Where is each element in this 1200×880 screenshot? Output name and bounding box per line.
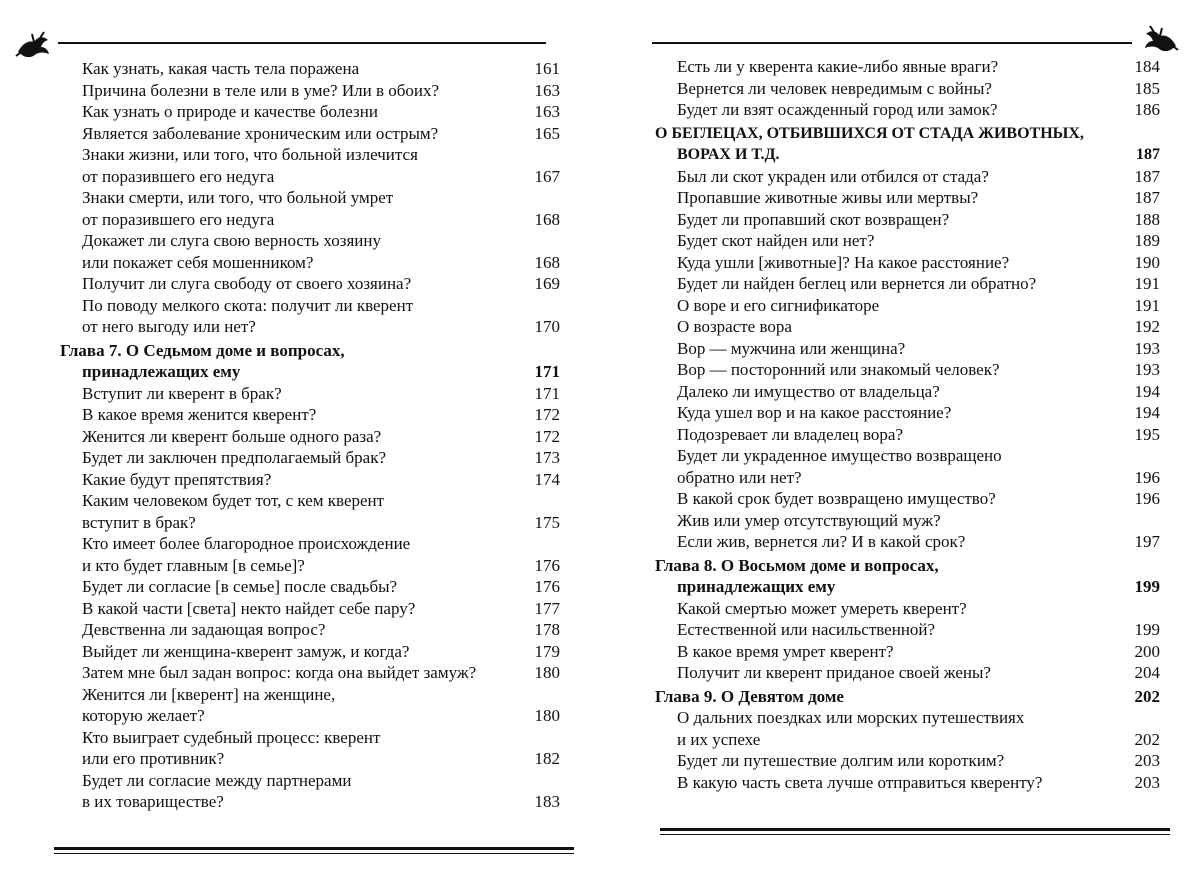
- toc-entry-title-line: Какие будут препятствия?: [82, 469, 272, 489]
- toc-entry-title-line: Будет ли пропавший скот возвращен?: [677, 209, 950, 229]
- toc-entry-title-line: Получит ли кверент приданое своей жены?: [677, 663, 991, 682]
- toc-page-number: 187: [1136, 146, 1160, 163]
- toc-entry-title-line: Будет ли заключен предполагаемый брак?: [82, 448, 387, 467]
- toc-page-number: 204: [1134, 663, 1160, 682]
- toc-entry-title-line: от поразившего его недуга: [82, 166, 275, 186]
- bottom-rule: [660, 828, 1170, 831]
- toc-page-number: 191: [1134, 274, 1160, 293]
- toc-entry: [655, 402, 1160, 424]
- table-of-contents-left: [60, 58, 560, 813]
- toc-page-number: 190: [1134, 252, 1160, 272]
- toc-entry: [60, 58, 560, 80]
- toc-page-number: 193: [1134, 360, 1160, 379]
- toc-entry: [60, 662, 560, 684]
- toc-entry-title-line: Является заболевание хроническим или острым?: [82, 123, 439, 143]
- toc-entry-title-line: Кто имеет более благородное происхождение: [82, 534, 411, 553]
- toc-entry-title-line: Вступит ли кверент в брак?: [82, 383, 282, 403]
- toc-entry-title-line: Будет скот найден или нет?: [677, 231, 875, 250]
- toc-entry: [655, 56, 1160, 78]
- toc-page-number: 193: [1134, 338, 1160, 358]
- toc-entry: [60, 447, 560, 469]
- toc-entry-title-line: Глава 9. О Девятом доме: [655, 686, 844, 706]
- toc-entry: [60, 598, 560, 620]
- toc-page-number: 172: [534, 426, 560, 446]
- toc-entry-title-line: Куда ушел вор и на какое расстояние?: [677, 403, 952, 422]
- toc-page-number: 197: [1134, 532, 1160, 551]
- toc-entry-title-line: Каким человеком будет тот, с кем кверент: [82, 491, 385, 510]
- toc-entry-title-line: О воре и его сигнификаторе: [677, 295, 880, 315]
- toc-entry-title-line: О возрасте вора: [677, 317, 792, 336]
- ornament-icon: [14, 30, 54, 64]
- toc-entry-title-line: Кто выиграет судебный процесс: кверент: [82, 727, 381, 747]
- toc-entry: [60, 533, 560, 576]
- toc-chapter-entry: [655, 555, 1160, 598]
- toc-page-number: 194: [1134, 381, 1160, 401]
- toc-entry-title-line: Вернется ли человек невредимым с войны?: [677, 78, 992, 98]
- toc-page-number: 199: [1134, 620, 1160, 639]
- toc-entry: [655, 598, 1160, 641]
- toc-page-number: 202: [1134, 686, 1160, 706]
- toc-entry-title-line: Был ли скот украден или отбился от стада?: [677, 166, 989, 186]
- top-rule: [58, 42, 546, 44]
- toc-entry: [655, 99, 1160, 121]
- toc-entry-title-line: Будет ли украденное имущество возвращено: [677, 446, 1002, 465]
- toc-page-number: 167: [534, 166, 560, 186]
- toc-entry-title-line: от поразившего его недуга: [82, 209, 275, 229]
- toc-chapter-entry: [655, 686, 1160, 708]
- toc-entry-title-line: которую желает?: [82, 706, 205, 725]
- toc-entry: [60, 187, 560, 230]
- toc-entry-title-line: Затем мне был задан вопрос: когда она выйдет замуж?: [82, 663, 477, 682]
- toc-page-number: 195: [1134, 424, 1160, 444]
- toc-entry: [60, 80, 560, 102]
- toc-page-number: 177: [534, 598, 560, 618]
- toc-entry-title-line: Будет ли найден беглец или вернется ли обратно?: [677, 274, 1037, 293]
- toc-page-number: 203: [1134, 772, 1160, 792]
- toc-page-number: 169: [534, 274, 560, 293]
- toc-entry-title-line: Если жив, вернется ли? И в какой срок?: [677, 532, 966, 551]
- toc-entry-title-line: Получит ли слуга свободу от своего хозяина?: [82, 274, 412, 293]
- toc-entry-title-line: О дальних поездках или морских путешествиях: [677, 708, 1025, 727]
- toc-entry: [60, 383, 560, 405]
- toc-entry: [60, 469, 560, 491]
- toc-entry: [60, 273, 560, 295]
- toc-entry: [60, 230, 560, 273]
- toc-entry: [655, 510, 1160, 553]
- toc-entry: [655, 295, 1160, 317]
- toc-entry-title-line: вступит в брак?: [82, 512, 196, 532]
- toc-entry: [655, 772, 1160, 794]
- toc-entry: [655, 445, 1160, 488]
- toc-entry-title-line: Подозревает ли владелец вора?: [677, 424, 904, 444]
- toc-entry: [655, 488, 1160, 510]
- bottom-rule: [54, 847, 574, 850]
- toc-entry-title-line: Как узнать о природе и качестве болезни: [82, 102, 378, 121]
- toc-entry: [60, 123, 560, 145]
- toc-page-number: 168: [534, 209, 560, 229]
- toc-entry-title-line: Естественной или насильственной?: [677, 620, 936, 639]
- toc-entry-title-line: Женится ли [кверент] на женщине,: [82, 684, 336, 704]
- toc-entry-title-line: принадлежащих ему: [677, 577, 836, 596]
- toc-entry-title-line: Докажет ли слуга свою верность хозяину: [82, 231, 381, 250]
- toc-page-number: 196: [1134, 489, 1160, 508]
- toc-entry-title-line: Знаки смерти, или того, что больной умрет: [82, 188, 394, 207]
- toc-entry: [60, 576, 560, 598]
- toc-entry: [655, 230, 1160, 252]
- table-of-contents-right: [655, 56, 1160, 793]
- toc-entry-title-line: Причина болезни в теле или в уме? Или в обоих?: [82, 80, 440, 100]
- toc-page-number: 174: [534, 469, 560, 489]
- toc-entry: [60, 295, 560, 338]
- toc-entry-title-line: Куда ушли [животные]? На какое расстояние?: [677, 252, 1010, 272]
- toc-page-number: 179: [534, 641, 560, 661]
- toc-entry-title-line: и их успехе: [677, 729, 761, 749]
- toc-page-number: 172: [534, 405, 560, 424]
- toc-page-number: 200: [1134, 641, 1160, 661]
- toc-entry-title-line: Знаки жизни, или того, что больной излечится: [82, 145, 418, 164]
- toc-entry-title-line: в их товариществе?: [82, 792, 224, 811]
- toc-entry-title-line: Девственна ли задающая вопрос?: [82, 620, 326, 639]
- toc-entry: [655, 641, 1160, 663]
- toc-page-number: 171: [534, 362, 560, 381]
- toc-entry-title-line: Будет ли путешествие долгим или коротким?: [677, 751, 1005, 770]
- toc-entry: [655, 359, 1160, 381]
- toc-page-number: 196: [1134, 467, 1160, 487]
- toc-entry-title-line: Будет ли согласие [в семье] после свадьбы?: [82, 577, 398, 596]
- toc-page-number: 183: [534, 792, 560, 811]
- toc-entry-title-line: ВОРАХ И Т.Д.: [677, 146, 780, 163]
- toc-page-number: 180: [534, 663, 560, 682]
- toc-entry: [60, 101, 560, 123]
- toc-page-number: 175: [534, 512, 560, 532]
- toc-page-number: 192: [1134, 317, 1160, 336]
- ornament-icon: [1140, 24, 1180, 58]
- toc-page-number: 191: [1134, 295, 1160, 315]
- bottom-rule-thin: [54, 853, 574, 854]
- right-page: [600, 0, 1200, 880]
- toc-entry-title-line: Глава 8. О Восьмом доме и вопросах,: [655, 555, 939, 575]
- toc-entry: [655, 187, 1160, 209]
- toc-page-number: 188: [1134, 209, 1160, 229]
- toc-page-number: 161: [534, 59, 560, 78]
- toc-entry: [655, 750, 1160, 772]
- toc-page-number: 180: [534, 706, 560, 725]
- toc-entry-title-line: или покажет себя мошенником?: [82, 252, 314, 272]
- toc-entry-title-line: Будет ли взят осажденный город или замок?: [677, 100, 998, 119]
- toc-entry-title-line: В какой срок будет возвращено имущество?: [677, 489, 996, 508]
- toc-section-heading: [655, 123, 1160, 166]
- toc-entry-title-line: Как узнать, какая часть тела поражена: [82, 59, 360, 78]
- toc-page-number: 186: [1134, 100, 1160, 119]
- toc-entry-title-line: Будет ли согласие между партнерами: [82, 770, 352, 790]
- toc-entry: [60, 727, 560, 770]
- toc-entry: [60, 770, 560, 813]
- toc-entry-title-line: от него выгоду или нет?: [82, 317, 256, 336]
- toc-entry-title-line: Пропавшие животные живы или мертвы?: [677, 188, 979, 207]
- toc-entry: [655, 166, 1160, 188]
- toc-page-number: 184: [1134, 57, 1160, 76]
- toc-entry-title-line: В какую часть света лучше отправиться кверенту?: [677, 772, 1043, 792]
- toc-entry-title-line: Выйдет ли женщина-кверент замуж, и когда?: [82, 641, 410, 661]
- toc-entry: [655, 424, 1160, 446]
- toc-entry-title-line: принадлежащих ему: [82, 362, 241, 381]
- toc-entry-title-line: Жив или умер отсутствующий муж?: [677, 510, 941, 530]
- toc-entry: [655, 78, 1160, 100]
- toc-entry-title-line: В какое время умрет кверент?: [677, 641, 894, 661]
- toc-entry: [60, 490, 560, 533]
- toc-entry: [655, 252, 1160, 274]
- toc-entry: [60, 144, 560, 187]
- toc-entry-title-line: По поводу мелкого скота: получит ли кверент: [82, 295, 414, 315]
- toc-entry-title-line: Вор — мужчина или женщина?: [677, 338, 906, 358]
- toc-entry: [655, 662, 1160, 684]
- toc-page-number: 199: [1134, 577, 1160, 596]
- toc-page-number: 163: [534, 80, 560, 100]
- toc-entry: [655, 381, 1160, 403]
- toc-page-number: 176: [534, 555, 560, 575]
- toc-entry: [655, 338, 1160, 360]
- top-rule: [652, 42, 1132, 44]
- toc-page-number: 165: [534, 123, 560, 143]
- toc-chapter-entry: [60, 340, 560, 383]
- toc-page-number: 171: [534, 383, 560, 403]
- bottom-rule-thin: [660, 834, 1170, 835]
- toc-entry-title-line: В какое время женится кверент?: [82, 405, 317, 424]
- toc-page-number: 187: [1134, 188, 1160, 207]
- toc-entry-title-line: О БЕГЛЕЦАХ, ОТБИВШИХСЯ ОТ СТАДА ЖИВОТНЫХ,: [655, 124, 1084, 142]
- toc-entry: [60, 426, 560, 448]
- toc-entry: [60, 684, 560, 727]
- toc-page-number: 163: [534, 102, 560, 121]
- toc-entry-title-line: В какой части [света] некто найдет себе пару?: [82, 598, 416, 618]
- toc-entry: [655, 316, 1160, 338]
- toc-entry: [60, 404, 560, 426]
- toc-entry-title-line: Какой смертью может умереть кверент?: [677, 598, 967, 618]
- toc-entry-title-line: Вор — посторонний или знакомый человек?: [677, 360, 1000, 379]
- toc-page-number: 203: [1134, 751, 1160, 770]
- toc-entry-title-line: обратно или нет?: [677, 467, 802, 487]
- toc-entry: [60, 641, 560, 663]
- toc-page-number: 178: [534, 620, 560, 639]
- toc-entry: [60, 619, 560, 641]
- toc-entry-title-line: Далеко ли имущество от владельца?: [677, 381, 940, 401]
- toc-page-number: 170: [534, 317, 560, 336]
- toc-entry-title-line: или его противник?: [82, 749, 225, 768]
- toc-entry: [655, 273, 1160, 295]
- toc-entry: [655, 209, 1160, 231]
- toc-page-number: 187: [1134, 166, 1160, 186]
- toc-page-number: 173: [534, 448, 560, 467]
- toc-entry-title-line: Есть ли у кверента какие-либо явные враги?: [677, 57, 999, 76]
- toc-page-number: 176: [534, 577, 560, 596]
- toc-entry-title-line: и кто будет главным [в семье]?: [82, 555, 305, 575]
- toc-page-number: 168: [534, 252, 560, 272]
- toc-page-number: 202: [1134, 729, 1160, 749]
- toc-page-number: 194: [1134, 403, 1160, 422]
- toc-page-number: 189: [1134, 231, 1160, 250]
- toc-page-number: 185: [1134, 78, 1160, 98]
- toc-entry-title-line: Глава 7. О Седьмом доме и вопросах,: [60, 340, 345, 360]
- toc-page-number: 182: [534, 749, 560, 768]
- toc-entry-title-line: Женится ли кверент больше одного раза?: [82, 426, 382, 446]
- toc-entry: [655, 707, 1160, 750]
